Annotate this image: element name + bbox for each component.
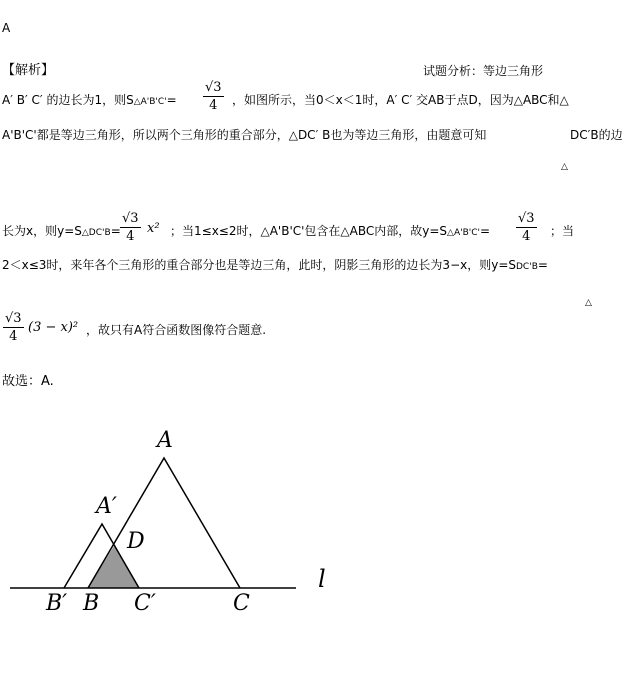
- para-line5-b: ，故只有A符合函数图像符合题意.: [86, 323, 267, 337]
- label-C: C: [233, 591, 250, 616]
- line1-equals: =: [166, 93, 177, 107]
- frac-numerator: √3: [205, 80, 222, 95]
- label-D: D: [127, 529, 145, 554]
- delta-symbol-2: △: [585, 298, 592, 308]
- expr-3-minus-x-squared: (3 − x)²: [28, 320, 79, 335]
- frac-denominator: 4: [9, 329, 18, 344]
- para-line2-a: A'B'C'都是等边三角形，所以两个三角形的重合部分，△DC′ B也为等边三角形，由题意可知: [2, 128, 487, 142]
- line1-subscript: △A'B'C': [133, 97, 167, 107]
- analysis-label: 【解析】: [2, 63, 55, 78]
- conclusion: 故选：A.: [2, 374, 54, 389]
- line3-equals: =: [110, 224, 121, 238]
- label-B-prime: B′: [46, 591, 68, 616]
- line3-text-c: ；当1≤x≤2时，△A'B'C'包含在△ABC内部，故y=S: [170, 224, 448, 238]
- line1-text: A′ B′ C′ 的边长为1，则S: [2, 93, 134, 107]
- line3-subscript-2: △A'B'C': [447, 228, 481, 238]
- line3-subscript: △DC'B: [81, 228, 111, 238]
- x-squared: x²: [147, 221, 160, 236]
- line4-subscript: DC'B: [516, 262, 538, 272]
- para-line1-c: ，如图所示，当0＜x＜1时，A′ C′ 交AB于点D，因为△ABC和△: [232, 93, 569, 107]
- label-A: A: [157, 428, 173, 453]
- line4-text: 2＜x≤3时，来年各个三角形的重合部分也是等边三角，此时，阴影三角形的边长为3−x，则y=S: [2, 258, 516, 272]
- line4-equals: =: [537, 258, 548, 272]
- line3-text: 长为x，则y=S: [2, 224, 82, 238]
- frac-numerator: √3: [5, 311, 22, 326]
- delta-symbol-1: △: [561, 162, 568, 172]
- label-C-prime: C′: [134, 591, 156, 616]
- label-B: B: [83, 591, 100, 616]
- para-line3-e: ；当: [550, 224, 575, 238]
- label-line-l: l: [318, 565, 326, 593]
- para-line2-b: DC′B的边: [570, 128, 623, 142]
- frac-numerator: √3: [122, 211, 139, 226]
- frac-denominator: 4: [522, 229, 531, 244]
- analysis-type: 试题分析：等边三角形: [423, 64, 544, 78]
- frac-denominator: 4: [126, 229, 135, 244]
- frac-denominator: 4: [209, 98, 218, 113]
- frac-numerator: √3: [518, 211, 535, 226]
- line3-equals-2: =: [480, 224, 491, 238]
- answer-letter: A: [2, 21, 11, 35]
- label-A-prime: A′: [96, 494, 117, 519]
